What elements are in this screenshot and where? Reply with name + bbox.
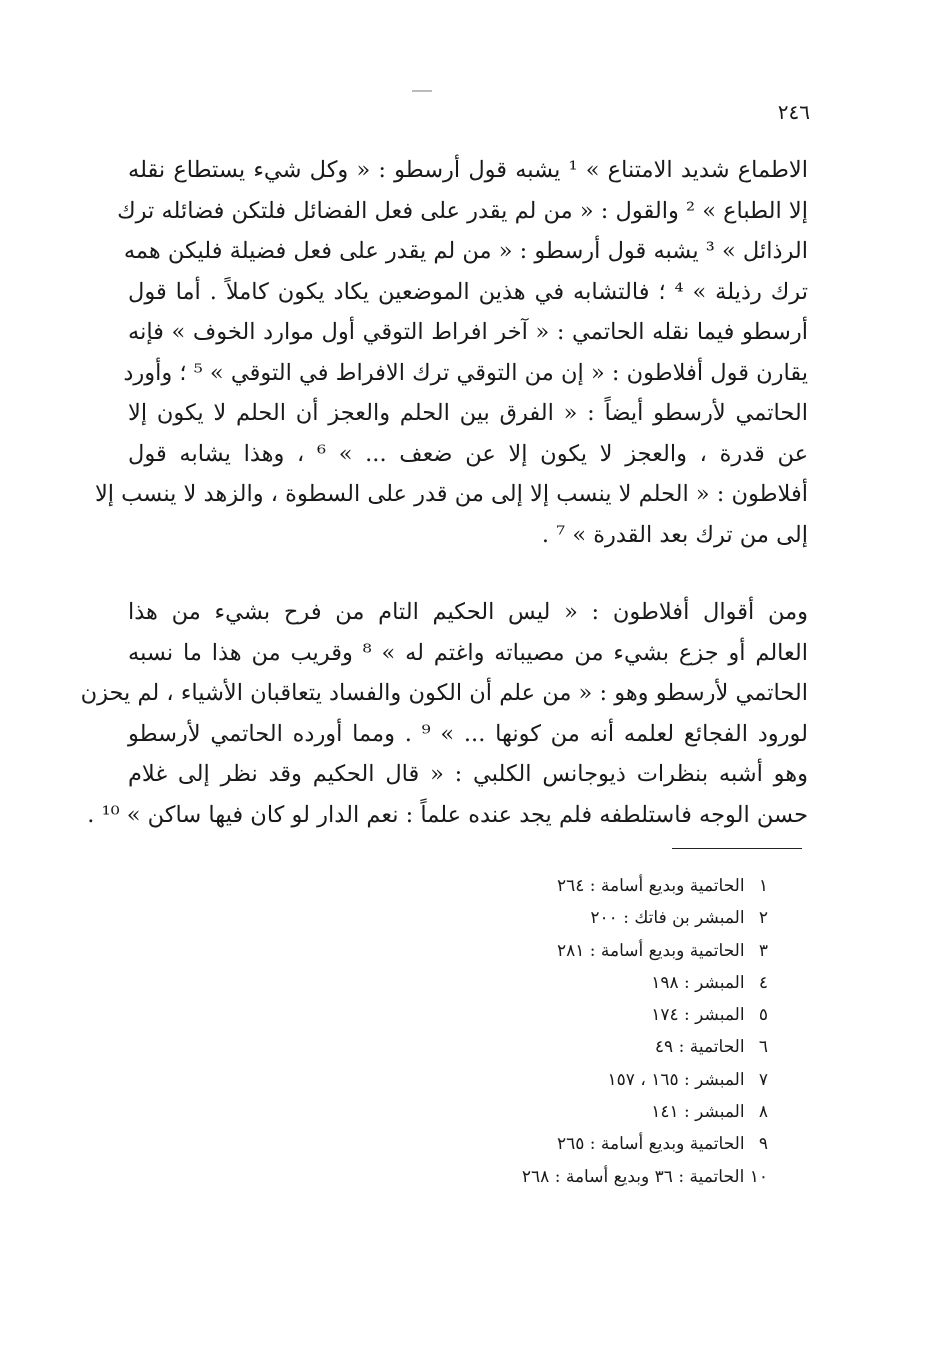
footnote bbox=[348, 967, 768, 999]
footnote bbox=[348, 999, 768, 1031]
footnote-text: المبشر : ١٤١ bbox=[651, 1102, 745, 1123]
footnote-text: الحاتمية وبديع أسامة : ٢٦٤ bbox=[556, 876, 745, 896]
footnote bbox=[348, 1096, 768, 1128]
footnote-text: المبشر : ١٦٥ ، ١٥٧ bbox=[607, 1069, 745, 1090]
paragraph-line: ترك رذيلة » ⁴ ؛ فالتشابه في هذين الموضعين يكاد يكون كاملاً . أما قول bbox=[128, 278, 808, 305]
paragraph-line: الرذائل » ³ يشبه قول أرسطو : « من لم يقدر على فعل فضيلة فليكن همه bbox=[123, 238, 808, 264]
footnote-text: الحاتمية : ٣٦ وبديع أسامة : ٢٦٨ bbox=[521, 1166, 745, 1187]
footnote-number: ١٠ bbox=[749, 1166, 768, 1187]
paragraph-line: عن قدرة ، والعجز لا يكون إلا عن ضعف ... » ⁶ ، وهذا يشابه قول bbox=[128, 440, 809, 467]
footnote-number: ١ bbox=[758, 876, 768, 896]
body-paragraph bbox=[94, 150, 809, 555]
footnote-number: ٦ bbox=[758, 1037, 768, 1058]
footnote bbox=[348, 935, 768, 967]
paragraph-line: العالم أو جزع بشيء من مصيباته واغتم له » ⁸ وقريب من هذا ما نسبه bbox=[128, 639, 808, 666]
footnote-text: المبشر بن فاتك : ٢٠٠ bbox=[590, 908, 745, 929]
footnote-number: ٩ bbox=[758, 1134, 768, 1155]
scan-mark bbox=[412, 90, 432, 92]
footnote-text: المبشر : ١٩٨ bbox=[651, 972, 745, 993]
paragraph-line: حسن الوجه فاستلطفه فلم يجد عنده علماً : نعم الدار لو كان فيها ساكن » ¹⁰ . bbox=[87, 801, 808, 828]
footnote-number: ٧ bbox=[758, 1069, 768, 1090]
paragraph-line: لورود الفجائع لعلمه أنه من كونها ... » ⁹ . ومما أورده الحاتمي لأرسطو bbox=[128, 720, 808, 747]
footnotes-list bbox=[348, 870, 768, 1193]
paragraph-line: أفلاطون : « الحلم لا ينسب إلا إلى من قدر على السطوة ، والزهد لا ينسب إلا bbox=[94, 481, 808, 507]
footnote bbox=[348, 1031, 768, 1063]
footnote bbox=[348, 870, 768, 902]
paragraph-line: الحاتمي لأرسطو أيضاً : « الفرق بين الحلم والعجز أن الحلم لا يكون إلا bbox=[128, 400, 808, 426]
paragraph-line: إلا الطباع » ² والقول : « من لم يقدر على فعل الفضائل فلتكن فضائله ترك bbox=[117, 197, 808, 224]
footnote bbox=[348, 1064, 768, 1096]
paragraph-line: يقارن قول أفلاطون : « إن من التوقي ترك الافراط في التوقي » ⁵ ؛ وأورد bbox=[123, 359, 808, 386]
paragraph-line: وهو أشبه بنظرات ذيوجانس الكلبي : « قال الحكيم وقد نظر إلى غلام bbox=[128, 761, 808, 787]
footnote-number: ٨ bbox=[758, 1102, 768, 1123]
footnote-divider bbox=[672, 848, 802, 849]
footnote bbox=[348, 902, 768, 934]
footnote bbox=[348, 1161, 768, 1193]
body-paragraph bbox=[80, 592, 808, 835]
paragraph-line: الاطماع شديد الامتناع » ¹ يشبه قول أرسطو : « وكل شيء يستطاع نقله bbox=[128, 157, 809, 183]
paragraph-line: الحاتمي لأرسطو وهو : « من علم أن الكون والفساد يتعاقبان الأشياء ، لم يحزن bbox=[80, 680, 808, 706]
footnote-text: المبشر : ١٧٤ bbox=[651, 1005, 745, 1026]
footnote bbox=[348, 1128, 768, 1160]
footnote-number: ٤ bbox=[758, 972, 768, 993]
paragraph-line: أرسطو فيما نقله الحاتمي : « آخر افراط التوقي أول موارد الخوف » فإنه bbox=[128, 319, 808, 345]
footnote-number: ٢ bbox=[758, 908, 768, 929]
footnote-text: الحاتمية : ٤٩ bbox=[654, 1037, 745, 1058]
page-number: ٢٤٦ bbox=[777, 100, 810, 124]
footnote-text: الحاتمية وبديع أسامة : ٢٨١ bbox=[556, 940, 745, 961]
paragraph-line: ومن أقوال أفلاطون : « ليس الحكيم التام من فرح بشيء من هذا bbox=[128, 599, 808, 625]
footnote-number: ٣ bbox=[758, 940, 768, 961]
footnote-number: ٥ bbox=[758, 1005, 768, 1026]
paragraph-line: إلى من ترك بعد القدرة » ⁷ . bbox=[541, 521, 808, 548]
footnote-text: الحاتمية وبديع أسامة : ٢٦٥ bbox=[556, 1134, 745, 1155]
